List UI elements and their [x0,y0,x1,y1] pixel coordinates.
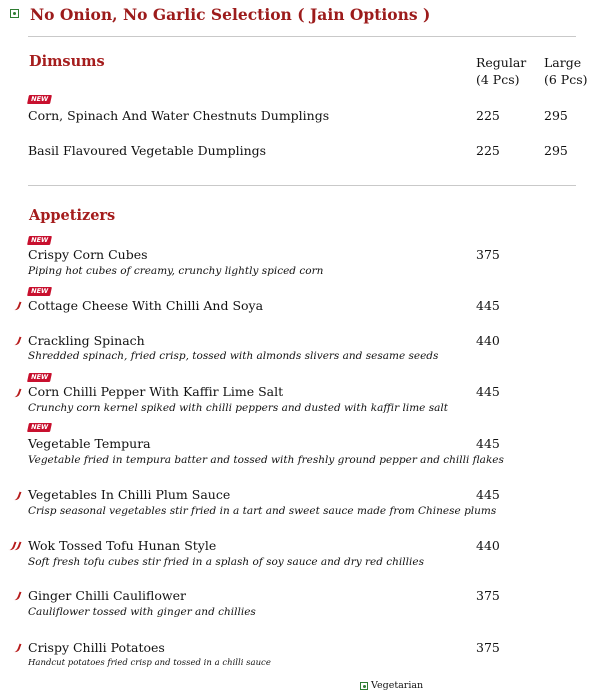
new-badge: NEW [27,423,52,432]
price: 445 [476,384,500,399]
price: 440 [476,333,500,348]
page-title: No Onion, No Garlic Selection ( Jain Options ) [30,5,431,24]
menu-item-description: Piping hot cubes of creamy, crunchy lightly spiced corn [28,265,324,277]
price: 445 [476,436,500,451]
price: 375 [476,640,500,655]
chilli-icon [14,491,22,501]
chilli-icon [14,336,22,346]
menu-item-description: Soft fresh tofu cubes stir fried in a splash of soy sauce and dry red chillies [28,556,424,568]
vegetarian-icon [360,682,368,690]
column-header-large [544,54,588,88]
price: 375 [476,247,500,262]
column-header-regular [476,54,526,88]
new-badge: NEW [27,236,52,245]
column-header-regular-label: Regular [476,55,527,70]
menu-item-description: Crisp seasonal vegetables stir fried in a tart and sweet sauce made from Chinese plums [28,505,497,517]
section-title-dimsums: Dimsums [29,53,105,70]
menu-item-name: Vegetables In Chilli Plum Sauce [28,487,231,502]
menu-item-name: Crispy Chilli Potatoes [28,640,165,655]
divider [28,185,576,186]
menu-item-description: Shredded spinach, fried crisp, tossed with almonds slivers and sesame seeds [28,350,439,362]
section-title-appetizers: Appetizers [29,207,116,224]
price-large: 295 [544,108,568,123]
chilli-icon [14,388,22,398]
menu-item-name: Cottage Cheese With Chilli And Soya [28,298,264,313]
menu-item-name: Ginger Chilli Cauliflower [28,588,186,603]
menu-item-description: Vegetable fried in tempura batter and tossed with freshly ground pepper and chilli flakes [28,454,504,466]
price: 445 [476,487,500,502]
menu-item-name: Vegetable Tempura [28,436,151,451]
price: 445 [476,298,500,313]
menu-item-name: Basil Flavoured Vegetable Dumplings [28,143,267,158]
vegetarian-icon [10,9,19,18]
column-header-large-sub: (6 Pcs) [544,72,588,87]
chilli-icon [14,643,22,653]
column-header-large-label: Large [544,55,582,70]
price: 375 [476,588,500,603]
menu-item-description: Handcut potatoes fried crisp and tossed in a chilli sauce [28,658,271,668]
price-large: 295 [544,143,568,158]
menu-item-description: Cauliflower tossed with ginger and chillies [28,606,256,618]
new-badge: NEW [27,373,52,382]
divider [28,36,576,37]
chilli-icon [14,301,22,311]
price-regular: 225 [476,143,500,158]
new-badge: NEW [27,287,52,296]
menu-item-name: Corn Chilli Pepper With Kaffir Lime Salt [28,384,284,399]
menu-item-name: Wok Tossed Tofu Hunan Style [28,538,217,553]
price: 440 [476,538,500,553]
new-badge: NEW [27,95,52,104]
column-header-regular-sub: (4 Pcs) [476,72,520,87]
price-regular: 225 [476,108,500,123]
legend-vegetarian-label: Vegetarian [371,680,424,691]
menu-item-name: Corn, Spinach And Water Chestnuts Dumplings [28,108,330,123]
menu-item-name: Crispy Corn Cubes [28,247,148,262]
menu-item-description: Crunchy corn kernel spiked with chilli peppers and dusted with kaffir lime salt [28,402,448,414]
menu-item-name: Crackling Spinach [28,333,145,348]
double-chilli-icon [14,541,22,551]
chilli-icon [14,591,22,601]
